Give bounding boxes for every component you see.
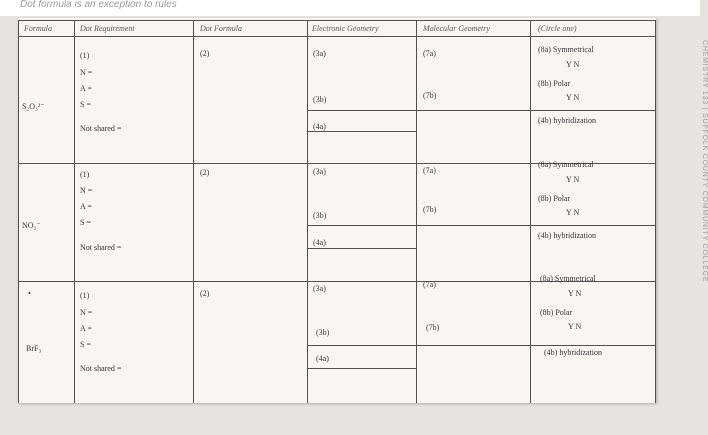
row3-m7b: (7b) [426, 323, 440, 332]
row3-not-shared: Not shared = [80, 364, 122, 373]
row1-symmetrical-yn: Y N [566, 60, 580, 69]
row2-e3a: (3a) [313, 167, 326, 176]
row3-symmetrical: (8a) Symmetrical [540, 274, 596, 283]
row2-dot-formula: (2) [200, 168, 210, 177]
side-footer: CHEMISTRY 133 | SUFFOLK COUNTY COMMUNITY COLLEGE [701, 40, 708, 283]
row1-n: N = [80, 68, 93, 77]
row3-n: N = [80, 308, 93, 317]
col-line-1 [74, 20, 75, 403]
row1-m7a: (7a) [423, 49, 436, 58]
row1-hybridization: (4b) hybridization [538, 116, 596, 125]
row2-not-shared: Not shared = [80, 243, 122, 252]
header-formula: Formula [24, 24, 52, 33]
row1-e4a: (4a) [313, 122, 326, 131]
exception-note: Dot formula is an exception to rules [20, 0, 177, 10]
header-dot-requirement: Dot Requirement [80, 24, 135, 33]
worksheet [18, 18, 656, 403]
header-dot-formula: Dot Formula [200, 24, 242, 33]
row2-polar-yn: Y N [566, 208, 580, 217]
header-bottom-line [18, 36, 656, 37]
header-electronic-geometry: Electronic Geometry [312, 24, 379, 33]
row2-m7b: (7b) [423, 205, 437, 214]
r2-split-b [307, 248, 416, 249]
header-circle-one: (Circle one) [538, 24, 577, 33]
row3-polar-yn: Y N [568, 322, 582, 331]
row2-e3b: (3b) [313, 211, 327, 220]
row2-formula: NO₂⁻ [22, 221, 41, 230]
row1-s: S = [80, 100, 91, 109]
header-molecular-geometry: Molecular Geometry [423, 24, 490, 33]
row3-e3a: (3a) [313, 284, 326, 293]
row3-req-1: (1) [80, 291, 90, 300]
row2-symmetrical-yn: Y N [566, 175, 580, 184]
row1-dot-formula: (2) [200, 49, 210, 58]
row3-e3b: (3b) [316, 328, 330, 337]
r2-split-a [307, 225, 656, 226]
row3-symmetrical-yn: Y N [568, 289, 582, 298]
row1-polar-yn: Y N [566, 93, 580, 102]
header-top-line [18, 20, 656, 21]
row1-m7b: (7b) [423, 91, 437, 100]
row2-s: S = [80, 218, 91, 227]
row2-a: A = [80, 202, 92, 211]
row2-hybridization: (4b) hybridization [538, 231, 596, 240]
col-line-0 [18, 20, 19, 403]
row3-s: S = [80, 340, 91, 349]
row1-e3b: (3b) [313, 95, 327, 104]
row2-e4a: (4a) [313, 238, 326, 247]
row3-formula: BrF₃ [26, 344, 42, 353]
row3-a: A = [80, 324, 92, 333]
row3-e4a: (4a) [316, 354, 329, 363]
row3-bullet: • [28, 289, 31, 298]
row3-dot-formula: (2) [200, 289, 210, 298]
r3-split-a [307, 345, 656, 346]
row3-hybridization: (4b) hybridization [544, 348, 602, 357]
row2-polar: (8b) Polar [538, 194, 571, 203]
row1-a: A = [80, 84, 92, 93]
row1-req-1: (1) [80, 51, 90, 60]
row3-polar: (8b) Polar [540, 308, 573, 317]
row1-e3a: (3a) [313, 49, 326, 58]
r1-split-a [307, 110, 656, 111]
row3-m7a: (7a) [423, 280, 436, 289]
row2-req-1: (1) [80, 170, 90, 179]
row1-formula: S₂O₃²⁻ [22, 102, 45, 111]
row2-m7a: (7a) [423, 166, 436, 175]
r3-split-b [307, 368, 416, 369]
row1-polar: (8b) Polar [538, 79, 571, 88]
top-banner [0, 0, 700, 16]
row1-symmetrical: (8a) Symmetrical [538, 45, 594, 54]
row2-symmetrical: (8a) Symmetrical [538, 160, 594, 169]
row1-not-shared: Not shared = [80, 124, 122, 133]
row2-n: N = [80, 186, 93, 195]
col-line-2 [193, 20, 194, 403]
